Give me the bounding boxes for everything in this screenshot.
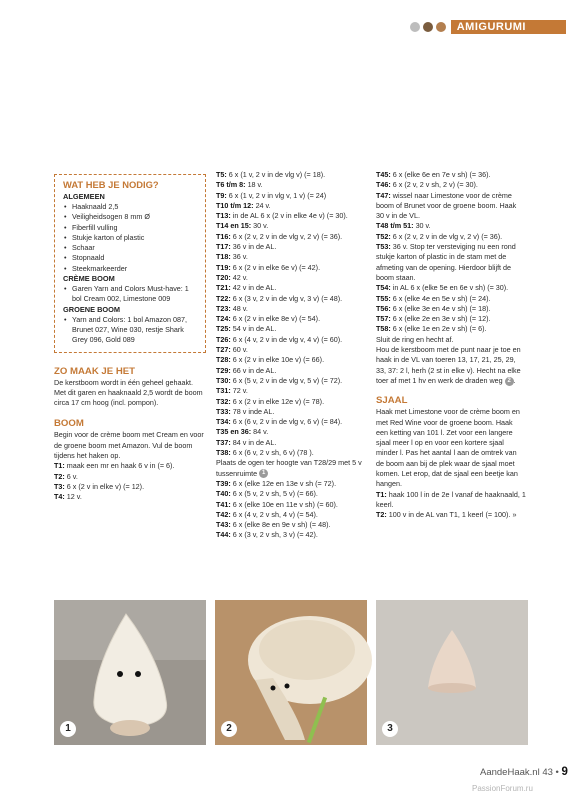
pattern-row: [216, 201, 364, 211]
pattern-row: [216, 283, 364, 293]
photo-tree-in-progress: [215, 600, 367, 745]
pattern-row: [376, 490, 526, 511]
pattern-row: [54, 482, 206, 492]
row-label: T32:: [216, 396, 231, 406]
photo-small-cone: [376, 600, 528, 745]
pattern-row: [216, 500, 364, 510]
row-label: T1:: [54, 461, 65, 471]
row-text: 6 x (2 v, 2 v in de vlg v, 2 v) (= 36).: [392, 231, 503, 241]
pattern-row: [216, 520, 364, 530]
pattern-row: [216, 376, 364, 386]
section-label: AMIGURUMI: [451, 20, 566, 34]
row-text: 66 v in de AL.: [232, 365, 277, 375]
materials-item: • Stukje karton of plastic: [63, 233, 199, 243]
materials-item: • Yarn and Colors: 1 bol Amazon 087, Brunet 027, Wine 030, restje Shark Grey 096, Gold 089: [63, 315, 199, 346]
row-label: T18:: [216, 252, 231, 262]
row-text: 6 x (elke 3e en 4e v sh) (= 18).: [392, 303, 491, 313]
pattern-row: [216, 489, 364, 499]
pattern-row: [216, 221, 364, 231]
pattern-row: [216, 530, 364, 540]
magazine-name: AandeHaak.nl 43: [480, 767, 553, 778]
pattern-row: [376, 191, 526, 222]
row-label: T45:: [376, 170, 391, 179]
materials-item: • Stopnaald: [63, 253, 199, 263]
row-label: T30:: [216, 375, 231, 385]
row-text: 12 v.: [66, 492, 82, 502]
materials-item: • Garen Yarn and Colors Must-have: 1 bol Cream 002, Limestone 009: [63, 284, 199, 305]
row-text: in AL 6 x (elke 5e en 6e v sh) (= 30).: [392, 283, 509, 293]
pattern-row: [216, 232, 364, 242]
materials-title: WAT HEB JE NODIG?: [63, 179, 159, 190]
row-text: 54 v in de AL.: [232, 324, 277, 334]
pattern-row: [216, 314, 364, 324]
pattern-row: [216, 335, 364, 345]
row-text: 24 v.: [255, 200, 271, 210]
materials-list: [63, 315, 199, 346]
row-text: 6 x (elke 6e en 7e v sh) (= 36).: [392, 170, 491, 179]
header-dot: [422, 21, 434, 33]
materials-list: [63, 202, 199, 274]
header-dots: [408, 21, 447, 33]
row-text: 6 x (elke 12e en 13e v sh (= 72).: [232, 478, 337, 488]
pattern-rows: [376, 170, 526, 335]
row-label: T52:: [376, 231, 391, 241]
pattern-row: [376, 221, 526, 231]
pattern-row: [216, 438, 364, 448]
row-text: 42 v.: [232, 272, 248, 282]
pattern-rows: [216, 479, 364, 541]
row-text: 6 x (1 v, 2 v in de vlg v) (= 18).: [228, 170, 326, 179]
row-text: 6 x (elke 1e en 2e v sh) (= 6).: [392, 324, 487, 334]
boom-title: BOOM: [54, 418, 84, 430]
boom-text: Begin voor de crème boom met Cream en voor de groene boom met Amazon. Vul de boom tijdens het haken op.: [54, 430, 204, 461]
row-text: 6 x (4 v, 2 v in de vlg v, 4 v) (= 60).: [232, 334, 343, 344]
row-text: 6 x (2 v in elke 12e v) (= 78).: [232, 396, 325, 406]
materials-group-heading: ALGEMEEN: [63, 192, 105, 201]
row-text: 6 x (2 v in elke 8e v) (= 54).: [232, 314, 321, 324]
row-text: 60 v.: [232, 345, 248, 355]
row-label: T56:: [376, 303, 391, 313]
footer-bullet: •: [555, 767, 559, 778]
materials-list: [63, 284, 199, 305]
row-text: 72 v.: [232, 386, 248, 396]
row-text: 6 x (2 v, 2 v sh, 2 v) (= 30).: [392, 180, 478, 190]
row-text: 36 v in de AL.: [232, 242, 277, 252]
eyes-note: [216, 458, 364, 479]
sjaal-rows: [376, 490, 526, 521]
row-label: T41:: [216, 499, 231, 509]
photo-1: [54, 600, 206, 745]
row-text: 6 x (2 v, 2 v in de vlg v, 2 v) (= 36).: [232, 231, 343, 241]
photo-number: 2: [221, 721, 237, 737]
row-label: T40:: [216, 489, 231, 499]
row-label: T2:: [54, 471, 65, 481]
materials-group-heading: CRÈME BOOM: [63, 274, 115, 284]
row-label: T31:: [216, 386, 231, 396]
row-text: 30 v.: [415, 221, 431, 231]
pattern-row: [376, 283, 526, 293]
pattern-row: [216, 386, 364, 396]
page-number: 9: [561, 766, 568, 778]
pattern-row: [216, 407, 364, 417]
watermark: PassionForum.ru: [472, 784, 533, 793]
header-dot: [435, 21, 447, 33]
pattern-row: [216, 366, 364, 376]
intro-title: ZO MAAK JE HET: [54, 365, 136, 377]
photo-number: 1: [60, 721, 76, 737]
pattern-row: [376, 232, 526, 242]
pattern-row: [376, 180, 526, 190]
row-label: T34:: [216, 417, 231, 427]
pattern-row: [216, 211, 364, 221]
row-label: T3:: [54, 481, 65, 491]
photo-cream-tree: [54, 600, 206, 745]
pattern-row: [216, 242, 364, 252]
eyes-note-text: Plaats de ogen ter hoogte van T28/29 met 5 v tussenruimte: [216, 458, 362, 478]
pattern-row: [376, 324, 526, 334]
photo-2: [215, 600, 367, 745]
row-label: T24:: [216, 314, 231, 324]
row-text: 100 v in de AL van T1, 1 keerl (= 100). »: [388, 510, 517, 520]
row-text: 6 x (elke 2e en 3e v sh) (= 12).: [392, 314, 491, 324]
row-label: T21:: [216, 283, 231, 293]
pattern-row: [216, 273, 364, 283]
row-text: 42 v in de AL.: [232, 283, 277, 293]
row-label: T48 t/m 51:: [376, 221, 414, 231]
pattern-row: [216, 479, 364, 489]
row-text: 6 x (elke 8e en 9e v sh) (= 48).: [232, 520, 331, 530]
row-text: 6 x (6 v, 2 v in de vlg v, 6 v) (= 84).: [232, 417, 343, 427]
row-text: 36 v.: [232, 252, 248, 262]
pattern-row: [216, 448, 364, 458]
materials-box: [54, 174, 206, 353]
pattern-row: [216, 294, 364, 304]
row-text: 6 x (5 v, 2 v in de vlg v, 5 v) (= 72).: [232, 375, 343, 385]
row-label: T39:: [216, 478, 231, 488]
row-text: maak een mr en haak 6 v in (= 6).: [66, 461, 175, 471]
column-1: [54, 170, 206, 503]
row-text: 6 x (3 v, 2 v sh, 3 v) (= 42).: [232, 530, 318, 540]
photo-ref-badge: 1: [259, 469, 268, 478]
row-label: T9:: [216, 190, 227, 200]
pattern-row: [216, 252, 364, 262]
pattern-row: [216, 417, 364, 427]
materials-item: • Veiligheidsogen 8 mm Ø: [63, 212, 199, 222]
row-text: 18 v.: [247, 180, 263, 190]
row-label: T13:: [216, 211, 231, 221]
header-dot: [409, 21, 421, 33]
pattern-row: [216, 345, 364, 355]
row-label: T2:: [376, 510, 387, 520]
pattern-row: [54, 472, 206, 482]
row-label: T17:: [216, 242, 231, 252]
column-3: [376, 170, 526, 521]
row-text: 84 v.: [253, 427, 269, 437]
row-label: T44:: [216, 530, 231, 540]
row-text: 6 x (elke 4e en 5e v sh) (= 24).: [392, 293, 491, 303]
row-label: T6 t/m 8:: [216, 180, 246, 190]
row-text: 6 x (elke 10e en 11e v sh) (= 60).: [232, 499, 338, 509]
materials-group-heading: GROENE BOOM: [63, 304, 121, 314]
closing-text-2-body: Hou de kerstboom met de punt naar je toe en haak in de VL van toeren 13, 17, 21, 25, 29, 33, 37: 2 l, herh (2 st in elke v). Hecht na elke toer af met 1 hv en werk de draden weg: [376, 345, 521, 385]
pattern-row: [54, 492, 206, 502]
row-label: T4:: [54, 492, 65, 502]
row-label: T5:: [216, 170, 227, 179]
row-text: 36 v. Stop ter versteviging nu een rond stukje karton of plastic in de stam met de afmeting van de opening. Hierdoor blijft de boom staan.: [376, 242, 516, 282]
row-label: T29:: [216, 365, 231, 375]
row-text: in de AL 6 x (2 v in elke 4e v) (= 30).: [232, 211, 348, 221]
row-label: T38:: [216, 448, 231, 458]
row-label: T14 en 15:: [216, 221, 252, 231]
materials-item: • Steekmarkeerder: [63, 264, 199, 274]
boom-rows: [54, 461, 206, 502]
row-label: T33:: [216, 406, 231, 416]
pattern-row: [216, 180, 364, 190]
row-text: 6 x (2 v in elke v) (= 12).: [66, 481, 145, 491]
sjaal-title: SJAAL: [376, 395, 408, 407]
pattern-row: [376, 510, 526, 520]
pattern-row: [216, 427, 364, 437]
pattern-row: [216, 191, 364, 201]
row-label: T16:: [216, 231, 231, 241]
row-label: T10 t/m 12:: [216, 200, 254, 210]
row-label: T27:: [216, 345, 231, 355]
row-label: T26:: [216, 334, 231, 344]
pattern-row: [376, 242, 526, 283]
row-text: 6 x (2 v in elke 6e v) (= 42).: [232, 262, 321, 272]
row-label: T55:: [376, 293, 391, 303]
sjaal-text: Haak met Limestone voor de crème boom en met Red Wine voor de groene boom. Haak een ketting van 101 l. Zet voor een langere sjaal meer l op en voor een kortere sjaal minder l. Pas het aantal l aan de omtrek van de boom aan bij de plek waar de sjaal moet komen. Let erop, dat de sjaal een beetje kan hangen.: [376, 407, 520, 489]
row-label: T42:: [216, 509, 231, 519]
row-text: 6 v.: [66, 471, 78, 481]
pattern-row: [376, 294, 526, 304]
materials-item: • Haaknaald 2,5: [63, 202, 199, 212]
pattern-row: [216, 324, 364, 334]
column-2: [216, 170, 364, 541]
row-label: T23:: [216, 303, 231, 313]
pattern-row: [216, 355, 364, 365]
page-footer: [480, 766, 568, 778]
pattern-row: [216, 510, 364, 520]
row-text: 6 x (6 v, 2 v sh, 6 v) (78 ).: [232, 448, 314, 458]
row-text: wissel naar Limestone voor de crème boom of Brunet voor de groene boom. Haak 30 v in de VL.: [376, 190, 517, 221]
pattern-row: [376, 314, 526, 324]
pattern-row: [216, 397, 364, 407]
pattern-row: [216, 170, 364, 180]
row-label: T20:: [216, 272, 231, 282]
row-label: T28:: [216, 355, 231, 365]
photo-3: [376, 600, 528, 745]
pattern-row: [376, 170, 526, 180]
row-label: T53:: [376, 242, 391, 252]
section-header: [408, 20, 566, 34]
row-label: T47:: [376, 190, 391, 200]
row-text: 84 v in de AL.: [232, 437, 277, 447]
row-text: 6 x (4 v, 2 v sh, 4 v) (= 54).: [232, 509, 318, 519]
materials-item: • Schaar: [63, 243, 199, 253]
row-label: T37:: [216, 437, 231, 447]
intro-text: De kerstboom wordt in één geheel gehaakt. Met dit garen en haaknaald 2,5 wordt de boom circa 17 cm hoog (incl. pompon).: [54, 377, 203, 408]
row-label: T25:: [216, 324, 231, 334]
row-label: T35 en 36:: [216, 427, 252, 437]
pattern-row: [216, 263, 364, 273]
photo-ref-badge: 2: [505, 377, 514, 386]
materials-item: • Fiberfill vulling: [63, 223, 199, 233]
pattern-row: [376, 304, 526, 314]
pattern-row: [54, 461, 206, 471]
row-label: T57:: [376, 314, 391, 324]
row-text: 6 x (5 v, 2 v sh, 5 v) (= 66).: [232, 489, 318, 499]
row-label: T19:: [216, 262, 231, 272]
closing-text-2: Hou de kerstboom met de punt naar je toe en haak in de VL van toeren 13, 17, 21, 25, 29, 33, 37: 2 l, herh (2 st in elke v). Hecht na elke toer af met 1 hv en werk de draden weg 2 .: [376, 345, 521, 385]
row-text: 48 v.: [232, 303, 248, 313]
row-text: 6 x (3 v, 2 v in de vlg v, 3 v) (= 48).: [232, 293, 343, 303]
row-label: T58:: [376, 324, 391, 334]
row-text: 6 x (1 v, 2 v in vlg v, 1 v) (= 24): [228, 190, 327, 200]
row-label: T22:: [216, 293, 231, 303]
closing-text: Sluit de ring en hecht af.: [376, 334, 454, 344]
row-label: T46:: [376, 180, 391, 190]
row-text: 30 v.: [253, 221, 269, 231]
pattern-rows: [216, 170, 364, 458]
row-text: 78 v inde AL.: [232, 406, 275, 416]
pattern-row: [216, 304, 364, 314]
row-label: T43:: [216, 520, 231, 530]
row-label: T1:: [376, 489, 387, 499]
photo-number: 3: [382, 721, 398, 737]
row-text: 6 x (2 v in elke 10e v) (= 66).: [232, 355, 325, 365]
row-label: T54:: [376, 283, 391, 293]
row-text: haak 100 l in de 2e l vanaf de haaknaald, 1 keerl.: [376, 489, 526, 509]
